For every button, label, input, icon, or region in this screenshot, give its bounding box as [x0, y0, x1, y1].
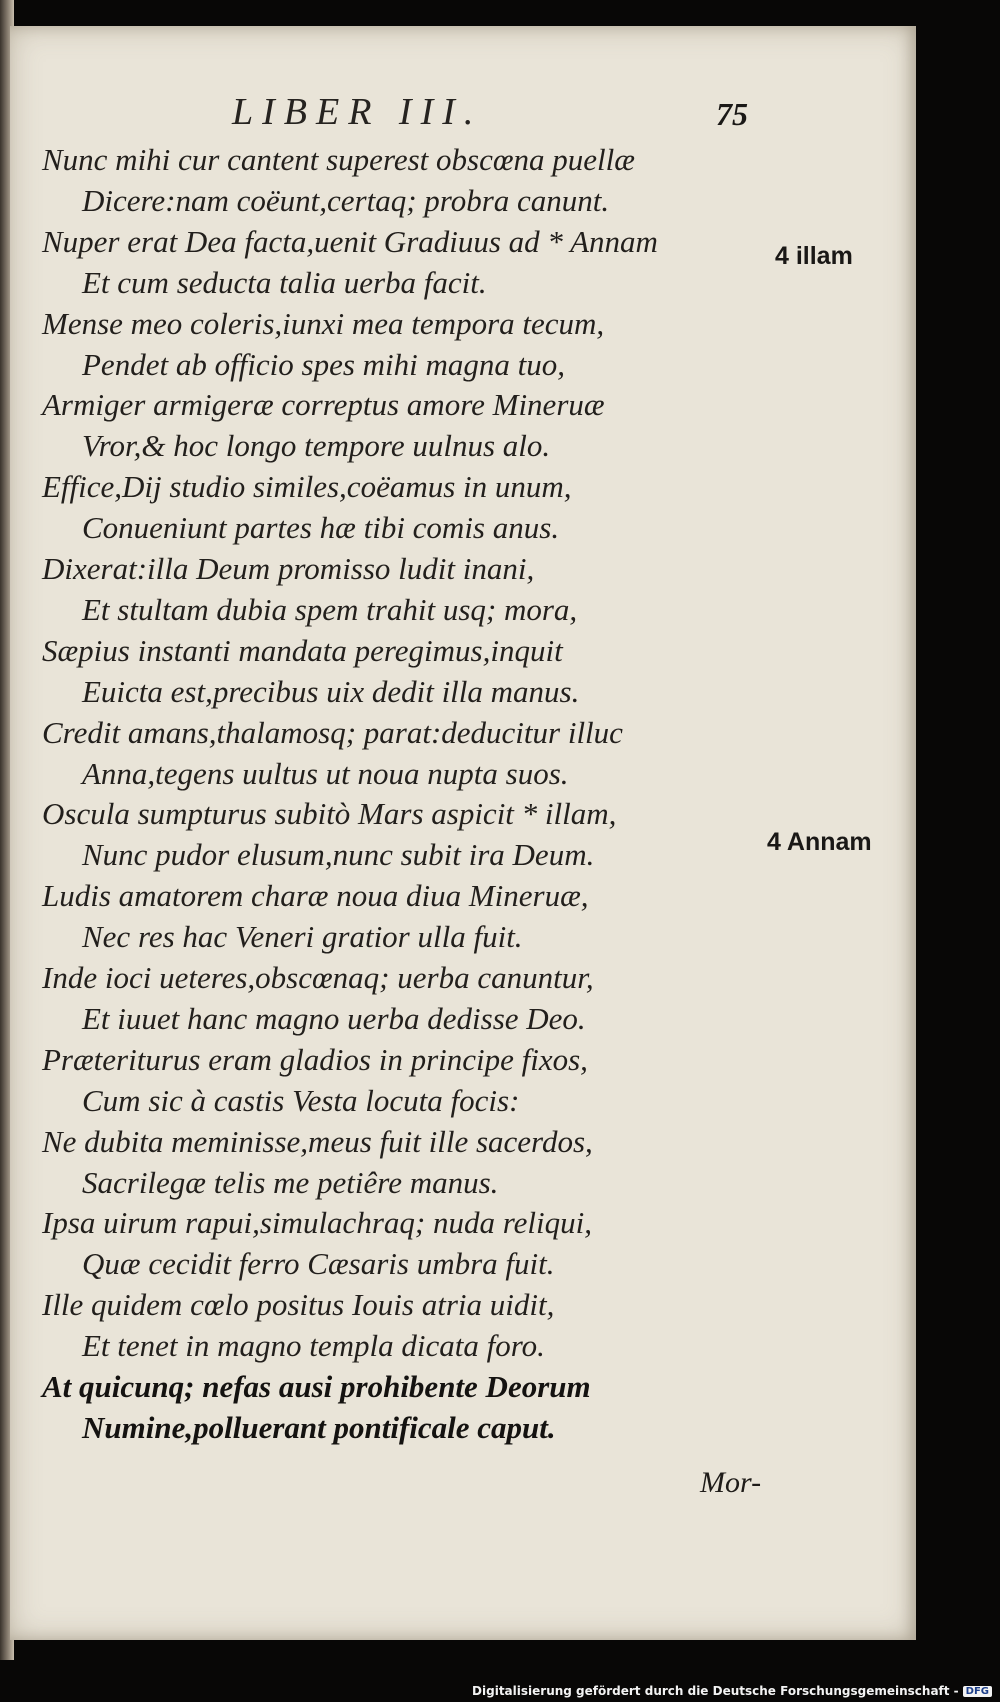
verse-line: Nec res hac Veneri gratior ulla fuit.	[82, 919, 523, 955]
verse-line: Sæpius instanti mandata peregimus,inquit	[42, 632, 563, 668]
verse-line: Mense meo coleris,iunxi mea tempora tecum,	[42, 305, 605, 341]
verse-line: Ille quidem cœlo positus Iouis atria uidit,	[42, 1287, 555, 1323]
verse-line: Et stultam dubia spem trahit usq; mora,	[82, 591, 578, 627]
verse-line: Sacrilegæ telis me petiêre manus.	[82, 1164, 499, 1200]
digitization-credit	[472, 1684, 992, 1698]
verse-line: Dicere:nam coëunt,certaq; probra canunt.	[82, 182, 610, 218]
verse-line: Anna,tegens uultus ut noua nupta suos.	[82, 755, 569, 791]
page-number: 75	[716, 96, 748, 132]
verse-line: Nunc mihi cur cantent superest obscœna puellæ	[42, 142, 635, 177]
verse-line: Cum sic à castis Vesta locuta focis:	[82, 1082, 520, 1118]
verse-line: Nunc pudor elusum,nunc subit ira Deum.	[82, 837, 595, 873]
credit-text: Digitalisierung gefördert durch die Deutsche Forschungsgemeinschaft -	[472, 1684, 959, 1698]
verse-line: Conueniunt partes hæ tibi comis anus.	[82, 510, 560, 546]
verse-line: Ludis amatorem charæ noua diua Mineruæ,	[42, 878, 589, 914]
verse-line: Pendet ab officio spes mihi magna tuo,	[82, 346, 566, 382]
verse-line: Effice,Dij studio similes,coëamus in unum,	[42, 469, 572, 505]
verse-line: Armiger armigeræ correptus amore Mineruæ	[42, 387, 605, 423]
dfg-logo: DFG	[963, 1686, 992, 1697]
catchword: Mor-	[700, 1466, 762, 1499]
verse-line: Euicta est,precibus uix dedit illa manus.	[82, 673, 580, 709]
marginal-note: 4 illam	[775, 242, 853, 270]
running-head: LIBER III.	[232, 91, 483, 133]
verse-line: Numine,polluerant pontificale caput.	[82, 1409, 556, 1445]
verse-line: Et tenet in magno templa dicata foro.	[82, 1328, 545, 1364]
verse-line: Ipsa uirum rapui,simulachraq; nuda reliqui,	[42, 1205, 592, 1241]
verse-line: Et iuuet hanc magno uerba dedisse Deo.	[82, 1000, 586, 1036]
verse-line: Credit amans,thalamosq; parat:deducitur illuc	[42, 714, 623, 750]
verse-line: Dixerat:illa Deum promisso ludit inani,	[42, 551, 535, 586]
marginal-note: 4 Annam	[767, 828, 872, 856]
verse-line: Et cum seducta talia uerba facit.	[82, 264, 487, 300]
verse-line: Præteriturus eram gladios in principe fixos,	[42, 1041, 588, 1077]
verse-line: Oscula sumpturus subitò Mars aspicit * illam,	[42, 796, 617, 832]
verse-line: Ne dubita meminisse,meus fuit ille sacerdos,	[42, 1123, 593, 1159]
verse-line: Quæ cecidit ferro Cæsaris umbra fuit.	[82, 1246, 555, 1282]
verse-line: Nuper erat Dea facta,uenit Gradiuus ad * Annam	[42, 223, 658, 259]
verse-line: At quicunq; nefas ausi prohibente Deorum	[42, 1369, 591, 1404]
verse-line: Vror,& hoc longo tempore uulnus alo.	[82, 428, 551, 464]
verse-line: Inde ioci ueteres,obscœnaq; uerba canuntur,	[42, 960, 594, 995]
book-page	[10, 26, 916, 1640]
